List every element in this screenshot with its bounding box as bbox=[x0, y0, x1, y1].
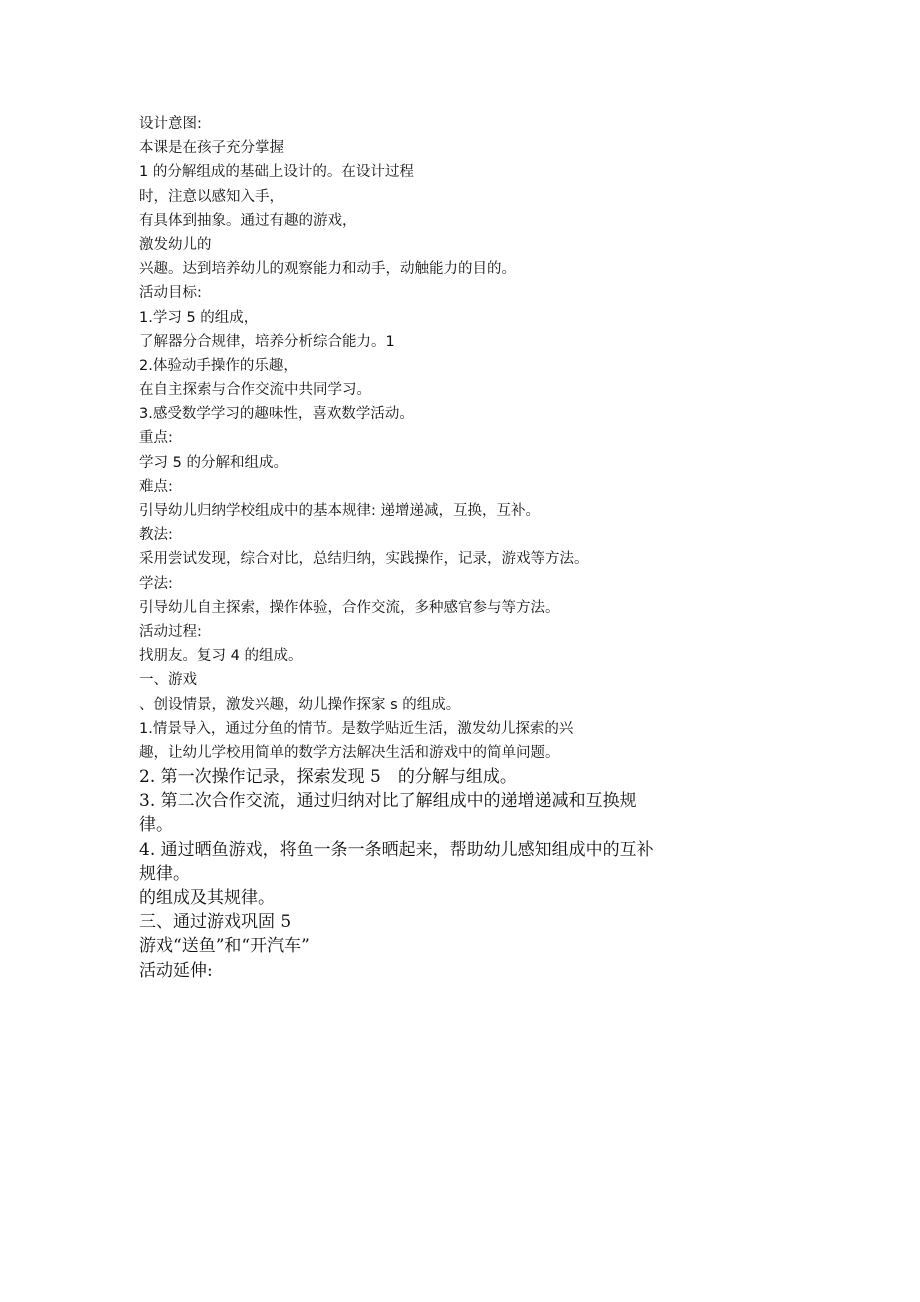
text-line: 一、游戏 bbox=[139, 672, 197, 689]
heading-activity-process: 活动过程: bbox=[139, 623, 202, 640]
heading-key-points: 重点: bbox=[139, 430, 173, 447]
text-line: 采用尝试发现，综合对比，总结归纳，实践操作，记录，游戏等方法。 bbox=[139, 551, 589, 568]
text-line: 了解器分合规律，培养分析综合能力。1 bbox=[139, 333, 395, 350]
text-line: 引导幼儿自主探索，操作体验，合作交流，多种感官参与等方法。 bbox=[139, 599, 560, 616]
text-line: 三、通过游戏巩固 5 bbox=[139, 912, 292, 933]
text-line: 2.体验动手操作的乐趣， bbox=[139, 357, 298, 374]
text-line: 本课是在孩子充分掌握 bbox=[139, 140, 284, 157]
text-line: 律。 bbox=[139, 815, 173, 836]
text-line: 在自主探索与合作交流中共同学习。 bbox=[139, 382, 371, 399]
text-line: 3.感受数学学习的趣味性，喜欢数学活动。 bbox=[139, 406, 414, 423]
text-line: 1.学习 5 的组成， bbox=[139, 309, 259, 326]
heading-design-intent: 设计意图: bbox=[139, 116, 202, 132]
text-line: 2. 第一次操作记录，探索发现 5 的分解与组成。 bbox=[139, 767, 517, 788]
text-line: 规律。 bbox=[139, 863, 190, 884]
heading-activity-goals: 活动目标: bbox=[139, 285, 202, 302]
heading-difficulties: 难点: bbox=[139, 478, 173, 495]
text-line: 1.情景导入，通过分鱼的情节。是数学贴近生活，激发幼儿探索的兴 bbox=[139, 720, 574, 737]
text-line: 找朋友。复习 4 的组成。 bbox=[139, 648, 303, 665]
text-line: 3. 第二次合作交流，通过归纳对比了解组成中的递增递减和互换规 bbox=[139, 791, 637, 812]
text-line: 兴趣。达到培养幼儿的观察能力和动手，动触能力的目的。 bbox=[139, 261, 516, 278]
text-line: 、创设情景，激发兴趣，幼儿操作探家 s 的组成。 bbox=[139, 696, 461, 713]
heading-activity-extension: 活动延伸: bbox=[139, 960, 213, 981]
text-line: 学习 5 的分解和组成。 bbox=[139, 454, 288, 471]
text-line: 趣，让幼儿学校用简单的数学方法解决生活和游戏中的简单问题。 bbox=[139, 744, 560, 761]
document-body bbox=[139, 112, 779, 983]
heading-teaching-methods: 教法: bbox=[139, 527, 173, 544]
text-line: 激发幼儿的 bbox=[139, 236, 212, 253]
text-line: 有具体到抽象。通过有趣的游戏， bbox=[139, 212, 357, 229]
text-line: 1 的分解组成的基础上设计的。在设计过程 bbox=[139, 164, 414, 181]
text-line: 游戏“送鱼”和“开汽车” bbox=[139, 936, 310, 957]
text-line: 的组成及其规律。 bbox=[139, 888, 275, 908]
text-line: 时，注意以感知入手， bbox=[139, 188, 284, 205]
heading-learning-methods: 学法: bbox=[139, 575, 173, 592]
text-line: 4. 通过晒鱼游戏，将鱼一条一条晒起来，帮助幼儿感知组成中的互补 bbox=[139, 839, 654, 860]
text-line: 引导幼儿归纳学校组成中的基本规律: 递增递减，互换，互补。 bbox=[139, 503, 540, 519]
